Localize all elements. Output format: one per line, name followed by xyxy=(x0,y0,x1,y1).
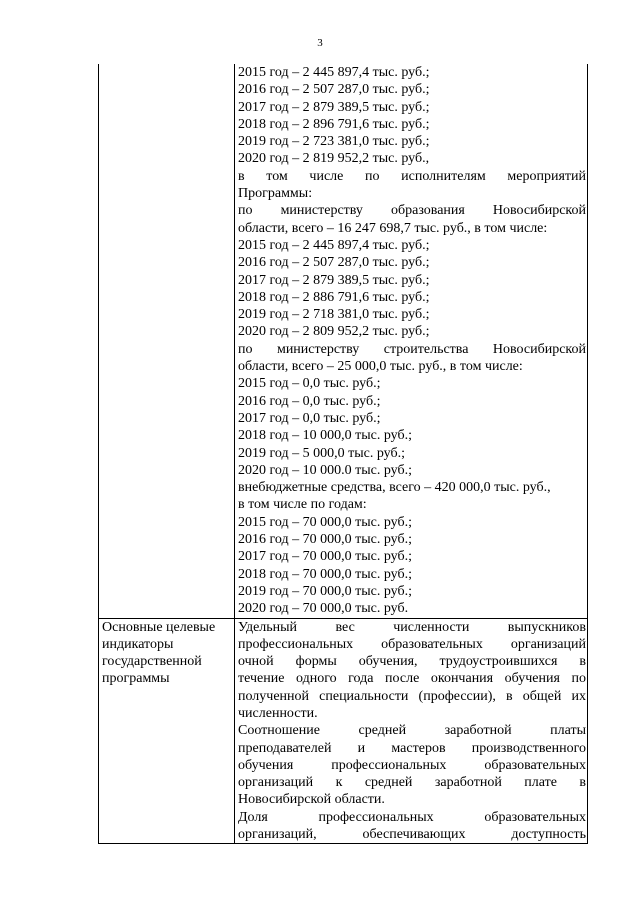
indicators-label-cell xyxy=(99,618,235,844)
text-line: 2018 год – 2 896 791,6 тыс. руб.; xyxy=(238,116,430,132)
text-line: 2020 год – 70 000,0 тыс. руб. xyxy=(238,601,409,617)
text-line: течение одного года после окончания обучения по xyxy=(238,671,586,687)
text-line: Доля профессиональных образовательных xyxy=(238,809,586,825)
text-line: Соотношение средней заработной платы xyxy=(238,723,586,739)
label-line: государственной xyxy=(102,654,202,670)
text-line: организаций к средней заработной плате в xyxy=(238,775,586,791)
text-line: 2016 год – 2 507 287,0 тыс. руб.; xyxy=(238,82,430,98)
text-line: очной формы обучения, трудоустроившихся в xyxy=(238,654,586,670)
text-line: численности. xyxy=(238,705,318,721)
text-line: 2015 год – 0,0 тыс. руб.; xyxy=(238,376,381,392)
label-line: Основные целевые xyxy=(102,619,216,635)
text-line: 2017 год – 0,0 тыс. руб.; xyxy=(238,410,381,426)
text-line: 2018 год – 2 886 791,6 тыс. руб.; xyxy=(238,289,430,305)
text-line: 2016 год – 70 000,0 тыс. руб.; xyxy=(238,532,412,548)
funding-value-cell xyxy=(235,64,588,618)
text-line: 2019 год – 5 000,0 тыс. руб.; xyxy=(238,445,405,461)
text-line: 2019 год – 2 723 381,0 тыс. руб.; xyxy=(238,134,430,150)
text-line: 2020 год – 2 819 952,2 тыс. руб., xyxy=(238,151,430,167)
text-line: 2017 год – 2 879 389,5 тыс. руб.; xyxy=(238,272,430,288)
text-line: 2015 год – 70 000,0 тыс. руб.; xyxy=(238,514,412,530)
text-line: 2015 год – 2 445 897,4 тыс. руб.; xyxy=(238,237,430,253)
text-line: 2017 год – 2 879 389,5 тыс. руб.; xyxy=(238,99,430,115)
text-line: области, всего – 16 247 698,7 тыс. руб., в том числе: xyxy=(238,220,548,236)
text-line: по министерству образования Новосибирской xyxy=(238,203,586,219)
text-line: области, всего – 25 000,0 тыс. руб., в том числе: xyxy=(238,359,523,375)
label-line: индикаторы xyxy=(102,636,174,652)
text-line: 2020 год – 2 809 952,2 тыс. руб.; xyxy=(238,324,430,340)
text-line: обучения профессиональных образовательных xyxy=(238,757,586,773)
text-line: 2019 год – 70 000,0 тыс. руб.; xyxy=(238,583,412,599)
text-line: Программы: xyxy=(238,186,313,202)
text-line: 2019 год – 2 718 381,0 тыс. руб.; xyxy=(238,307,430,323)
program-passport-table xyxy=(98,64,588,844)
table-row-indicators xyxy=(99,618,588,844)
text-line: внебюджетные средства, всего – 420 000,0 тыс. руб., xyxy=(238,480,551,496)
text-line: организаций, обеспечивающих доступность xyxy=(238,827,586,843)
table-row-funding xyxy=(99,64,588,618)
text-line: 2016 год – 2 507 287,0 тыс. руб.; xyxy=(238,255,430,271)
text-line: 2015 год – 2 445 897,4 тыс. руб.; xyxy=(238,65,430,80)
page-number: 3 xyxy=(317,37,323,49)
text-line: по министерству строительства Новосибирской xyxy=(238,341,586,357)
text-line: 2016 год – 0,0 тыс. руб.; xyxy=(238,393,381,409)
text-line: Удельный вес численности выпускников xyxy=(238,619,586,635)
text-line: 2017 год – 70 000,0 тыс. руб.; xyxy=(238,549,412,565)
text-line: в том числе по годам: xyxy=(238,497,367,513)
text-line: 2018 год – 70 000,0 тыс. руб.; xyxy=(238,566,412,582)
text-line: профессиональных образовательных организаций xyxy=(238,636,586,652)
text-line: преподавателей и мастеров производственного xyxy=(238,740,586,756)
text-line: 2020 год – 10 000.0 тыс. руб.; xyxy=(238,462,412,478)
text-line: в том числе по исполнителям мероприятий xyxy=(238,168,586,184)
text-line: полученной специальности (профессии), в общей их xyxy=(238,688,586,704)
text-line: 2018 год – 10 000,0 тыс. руб.; xyxy=(238,428,412,444)
label-line: программы xyxy=(102,671,170,687)
funding-label-cell xyxy=(99,64,235,618)
indicators-value-cell xyxy=(235,618,588,844)
text-line: Новосибирской области. xyxy=(238,792,385,808)
